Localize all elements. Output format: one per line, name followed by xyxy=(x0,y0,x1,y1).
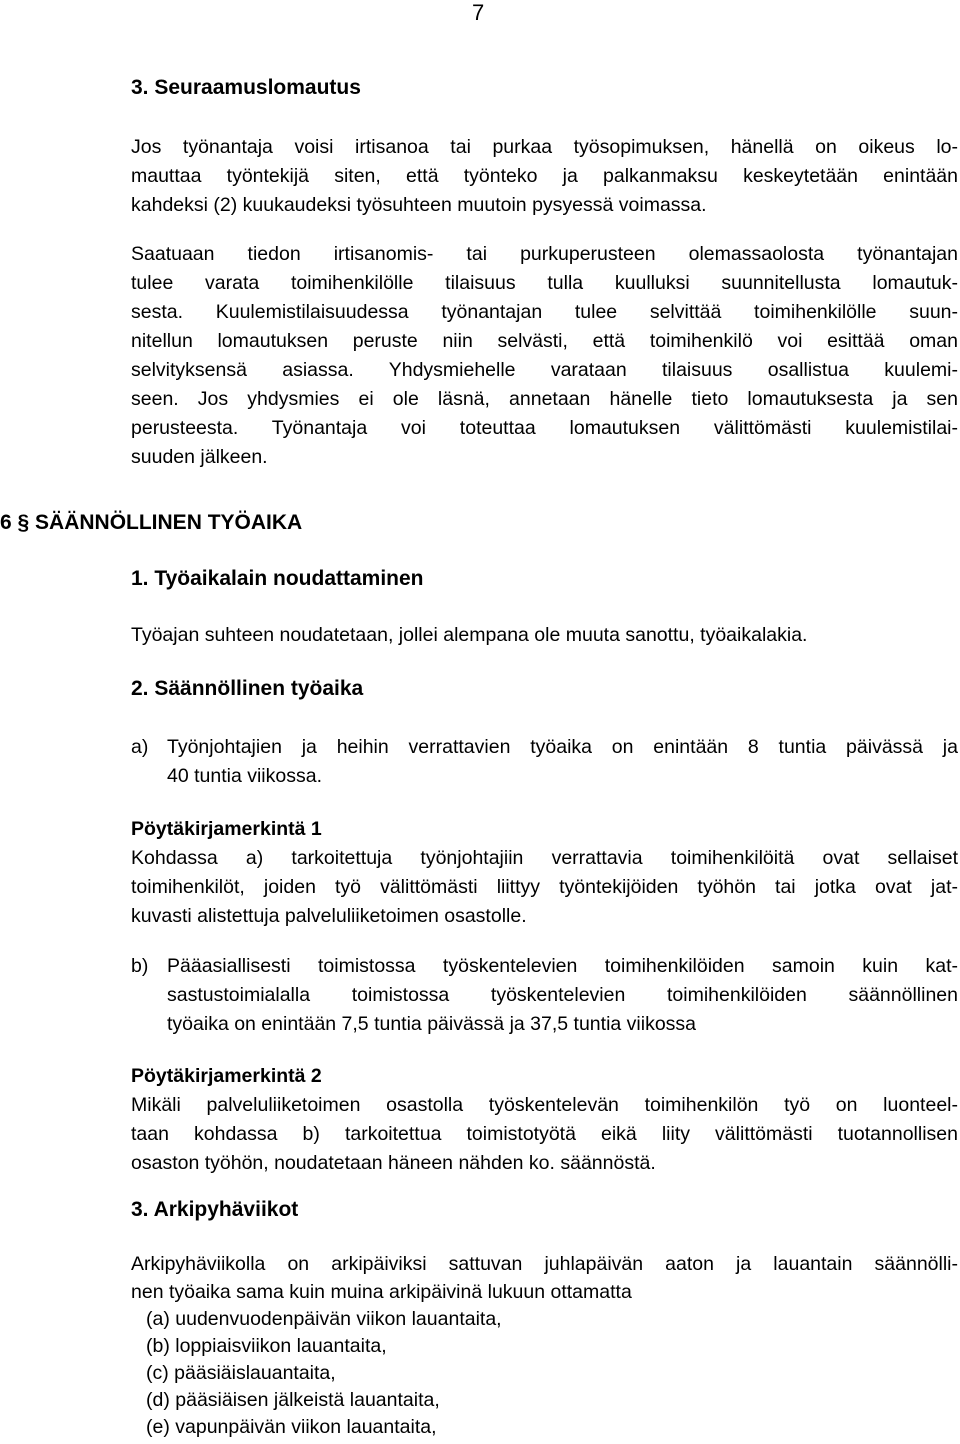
subsection-1-title: 1. Työaikalain noudattaminen xyxy=(131,567,424,590)
text-line: seen. Jos yhdysmies ei ole läsnä, annetaan hänelle tieto lomautuksesta ja sen xyxy=(131,388,958,410)
page-number: 7 xyxy=(472,0,485,25)
subsection-1-text: Työajan suhteen noudatetaan, jollei alempana ole muuta sanottu, työaikalakia. xyxy=(131,624,808,646)
list-item: (d) pääsiäisen jälkeistä lauantaita, xyxy=(146,1389,440,1411)
protocol-note-1 xyxy=(131,815,958,931)
text-line: taan kohdassa b) tarkoitettua toimistotyötä eikä liity välittömästi tuotannollisen xyxy=(131,1123,958,1145)
text-line: osaston työhön, noudatetaan häneen nähden ko. säännöstä. xyxy=(131,1152,656,1174)
text-line: Työnjohtajien ja heihin verrattavien työaika on enintään 8 tuntia päivässä ja xyxy=(167,736,958,758)
section-3-title: 3. Seuraamuslomautus xyxy=(131,76,361,99)
text-line: nen työaika sama kuin muina arkipäivinä lukuun ottamatta xyxy=(131,1281,632,1303)
text-line: kuvasti alistettuja palveluliiketoimen osastolle. xyxy=(131,905,527,927)
list-label: b) xyxy=(131,955,149,977)
subsection-3-title: 3. Arkipyhäviikot xyxy=(131,1198,299,1221)
subsection-3-text xyxy=(131,1250,958,1306)
text-line: 40 tuntia viikossa. xyxy=(167,765,323,787)
text-line: Arkipyhäviikolla on arkipäiviksi sattuvan juhlapäivän aaton ja lauantain säännölli- xyxy=(131,1253,958,1275)
text-line: suuden jälkeen. xyxy=(131,446,268,468)
subsection-2-title: 2. Säännöllinen työaika xyxy=(131,677,364,700)
text-line: Jos työnantaja voisi irtisanoa tai purkaa työsopimuksen, hänellä on oikeus lo- xyxy=(131,136,958,158)
protocol-note-title: Pöytäkirjamerkintä 1 xyxy=(131,818,322,840)
text-line: Saatuaan tiedon irtisanomis- tai purkuperusteen olemassaolosta työnantajan xyxy=(131,243,958,265)
list-item-b xyxy=(0,952,960,1042)
chapter-6-title: 6 § SÄÄNNÖLLINEN TYÖAIKA xyxy=(0,511,303,534)
text-line: Mikäli palveluliiketoimen osastolla työskentelevän toimihenkilön työ on luonteel- xyxy=(131,1094,958,1116)
text-line: Pääasiallisesti toimistossa työskentelevien toimihenkilöiden samoin kuin kat- xyxy=(167,955,958,977)
text-line: kahdeksi (2) kuukaudeksi työsuhteen muutoin pysyessä voimassa. xyxy=(131,194,707,216)
paragraph-2 xyxy=(131,240,958,472)
list-item: (a) uudenvuodenpäivän viikon lauantaita, xyxy=(146,1308,502,1330)
text-line: työaika on enintään 7,5 tuntia päivässä ja 37,5 tuntia viikossa xyxy=(167,1013,697,1035)
text-line: sastustoimialalla toimistossa työskentelevien toimihenkilöiden säännöllinen xyxy=(167,984,958,1006)
protocol-note-2 xyxy=(131,1062,958,1178)
text-line: nitellun lomautuksen peruste niin selvästi, että toimihenkilö voi esittää oman xyxy=(131,330,958,352)
protocol-note-title: Pöytäkirjamerkintä 2 xyxy=(131,1065,322,1087)
list-item: (e) vapunpäivän viikon lauantaita, xyxy=(146,1416,437,1438)
list-label: a) xyxy=(131,736,149,758)
text-line: selvityksensä asiassa. Yhdysmiehelle varataan tilaisuus osallistua kuulemi- xyxy=(131,359,958,381)
list-item-a xyxy=(0,733,960,793)
text-line: perusteesta. Työnantaja voi toteuttaa lomautuksen välittömästi kuulemistilai- xyxy=(131,417,958,439)
weekday-exception-list xyxy=(146,1306,946,1441)
text-line: tulee varata toimihenkilölle tilaisuus tulla kuulluksi suunnitellusta lomautuk- xyxy=(131,272,958,294)
text-line: mauttaa työntekijä siten, että työnteko ja palkanmaksu keskeytetään enintään xyxy=(131,165,958,187)
text-line: Kohdassa a) tarkoitettuja työnjohtajiin verrattavia toimihenkilöitä ovat sellaiset xyxy=(131,847,958,869)
text-line: toimihenkilöt, joiden työ välittömästi liittyy työntekijöiden työhön tai jotka ovat jat- xyxy=(131,876,958,898)
list-item: (c) pääsiäislauantaita, xyxy=(146,1362,336,1384)
paragraph-1 xyxy=(131,133,958,220)
text-line: sesta. Kuulemistilaisuudessa työnantajan tulee selvittää toimihenkilölle suun- xyxy=(131,301,958,323)
list-item: (b) loppiaisviikon lauantaita, xyxy=(146,1335,387,1357)
